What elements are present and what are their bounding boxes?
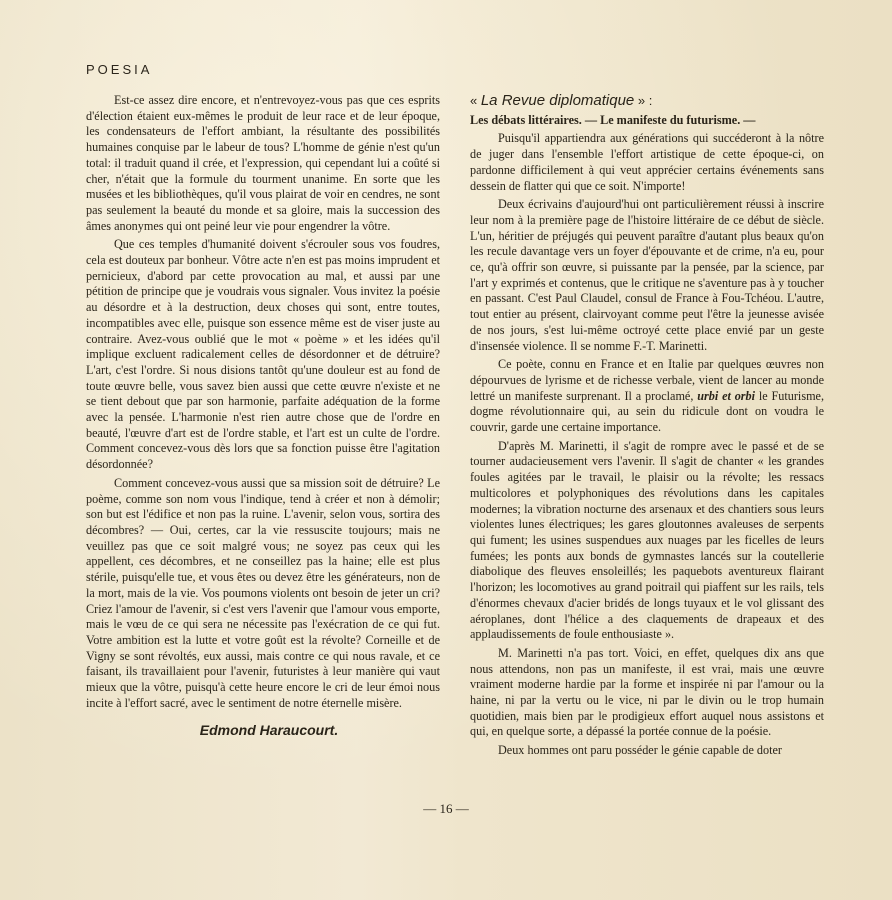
right-paragraph-6: Deux hommes ont paru posséder le génie capable de doter [498, 743, 782, 758]
subhead-title: Les débats littéraires. [470, 112, 582, 127]
author-signature: Edmond Haraucourt. [199, 722, 339, 739]
running-header: POESIA [86, 62, 153, 77]
left-column [86, 93, 440, 739]
subhead-rest: — Le manifeste du futurisme. — [581, 112, 756, 127]
page-number: — 16 — [423, 801, 469, 816]
revue-title: La Revue diplomatique [480, 92, 635, 109]
right-paragraph-4: D'après M. Marinetti, il s'agit de rompre avec le passé et de se tourner audacieusement vers l'avenir. Il s'agit de chanter « les grandes foules agitées par le travail, le plaisir ou la révolte; les ressacs multicolores et polyphoniques des révolutions dans les capitales modernes; la vibration nocturne des arsenaux et des chantiers sous leurs violentes lunes électriques; les gares gloutonnes avaleuses de serpents qui fument; les usines suspendues aux nuages par les ficelles de leurs fumées; les ponts aux bonds de gymnastes lancés sur la coutellerie diabolique des fleuves ensoleillés; les paquebots aventureux flairant l'horizon; les locomotives au grand poitrail qui piaffent sur les rails, tels d'énormes chevaux d'acier bridés de longs tuyaux et le vol glissant des aéroplanes, dont l'hélice a des claquements de drapeaux et des applaudissements de foule enthousiaste ». [470, 438, 824, 642]
left-paragraph-2: Que ces temples d'humanité doivent s'écrouler sous vos foudres, cela est douteux par bonheur. Vôtre acte n'en est pas moins imprudent et pernicieux, d'abord par cette provocation au mal, et aussi par une pétition de principe que je voudrais vous signaler. Vous invitez la poésie au désordre et à la destruction, deux choses qui sont, entre toutes, incompatibles avec elle, puisque son essence même est de viser juste au contraire. Avez-vous oublié que le mot « poème » et les idées qu'il implique excluent radicalement celles de désordonner et de détruire? L'art, c'est l'ordre. Si nous disions tantôt qu'une douleur est au fond de toute œuvre belle, vous savez bien aussi que cette œuvre n'existe et ne se tient debout que par son harmonie, parfaite adéquation de la forme avec la pensée. L'harmonie n'est rien autre chose que de l'ordre en beauté, l'œuvre d'art est de l'ordre stable, et l'art est un culte de l'ordre. Comment concevez-vous dès lors que sa fonction puisse être l'agitation désordonnée? [86, 237, 440, 472]
revue-heading [470, 93, 824, 109]
quote-close: » : [634, 93, 653, 108]
right-paragraph-1: Puisqu'il appartiendra aux générations qui succéderont à la nôtre de juger dans l'ensemble l'effort artistique de cette époque-ci, on pardonne difficilement à qui veut apprécier certains événements sans dessein de flatter qui que ce soit. N'importe! [470, 131, 824, 193]
right-paragraph-3 [470, 357, 824, 436]
right-paragraph-5: M. Marinetti n'a pas tort. Voici, en effet, quelques dix ans que nous attendons, non pas un manifeste, il est vrai, mais une œuvre vraiment moderne hardie par la forme et inspirée ni par l'amour ou la haine, ni par la vertu ou le vice, ni par le divin ou le trop humain quotidien, mais bien par le prodigieux effort auquel nous assistons et qui, en quelque sorte, a dépassé la portée connue de la poésie. [470, 645, 824, 739]
left-paragraph-1: Est-ce assez dire encore, et n'entrevoyez-vous pas que ces esprits d'élection étaient eux-mêmes le produit de leur race et de leur époque, les condensateurs de l'effort ambiant, la résultante des possibilités humaines conquise par le labeur de tous? L'homme de génie n'est qu'un total: il traduit quand il crée, et l'expression, qui cependant lui a coûté si cher, n'était que la formule du tourment unanime. En sorte que les musées et les bibliothèques, qu'il vous plairat de voir en cendres, ne sont pas seulement la beauté du monde et sa gloire, mais la succession des âmes anonymes qui ont peiné leur vie pour engendrer la vôtre. [86, 93, 440, 233]
quote-open: « [470, 93, 481, 108]
p3-after: le Futurisme, dogme révolutionnaire qui, au sein du ridicule dont on voudra le couvrir, garde une certaine importance. [470, 388, 825, 435]
left-paragraph-3: Comment concevez-vous aussi que sa mission soit de détruire? Le poème, comme son nom vous l'indique, tend à créer et non à démolir; son but est l'édifice et non pas la ruine. L'avenir, selon vous, sortira des décombres? — Oui, certes, car la vie ressuscite toujours; mais ne veuillez pas que ce soit malgré vous; ne soyez pas ceux qui les appellent, ces décombres, et ne conseillez pas la haine; elle est plus stérile, puisqu'elle tue, et vous êtes ou devez être les générateurs, non de la mort, mais de la vie. Vos poumons violents ont besoin de jeter un cri? Criez l'amour de l'avenir, si c'est vers l'avenir que l'amour vous emporte, mais le vœu de ce qui sera ne nécessite pas l'exécration de ce qui fut. Votre ambition est la lutte et votre goût est la révolte? Corneille et de Vigny se sont révoltés, eux aussi, mais contre ce qui nous ravale, et ce faisant, ils travaillaient pour l'avenir, futuristes à leur manière qui vaut mieux que la vôtre, puisqu'à cette heure encore le cri de leur émoi nous incite à l'effort sacré, avec le sentiment de notre éternelle misère. [86, 475, 440, 710]
p3-emphasis: urbi et orbi [697, 388, 756, 403]
p3-before: Ce poète, connu en France et en Italie par quelques œuvres non dépourvues de lyrisme et de richesse verbale, vient de lancer au monde lettré un manifeste surprenant. Il a proclamé, [470, 357, 824, 403]
right-paragraph-2: Deux écrivains d'aujourd'hui ont particulièrement réussi à inscrire leur nom à la première page de l'histoire littéraire de ce début de siècle. L'un, héritier de préjugés qui peuvent paraître d'autant plus beaux qu'on les recule davantage vers un foyer d'épouvante et de crime, n'a eu, pour ce, qu'à offrir son œuvre, si puissante par la pensée, par la science, par l'art y exprimés et contenus, que le critique ne s'aventure pas à y toucher en passant. C'est Paul Claudel, consul de France à Fou-Tchéou. L'autre, tout entier au présent, clairvoyant comme peut l'être la jeunesse avisée de nos jours, s'est lui-même octroyé cette place envié par un geste d'insensée violence. Il se nomme F.-T. Marinetti. [470, 197, 824, 353]
right-column [470, 93, 824, 762]
section-subhead [470, 113, 824, 129]
